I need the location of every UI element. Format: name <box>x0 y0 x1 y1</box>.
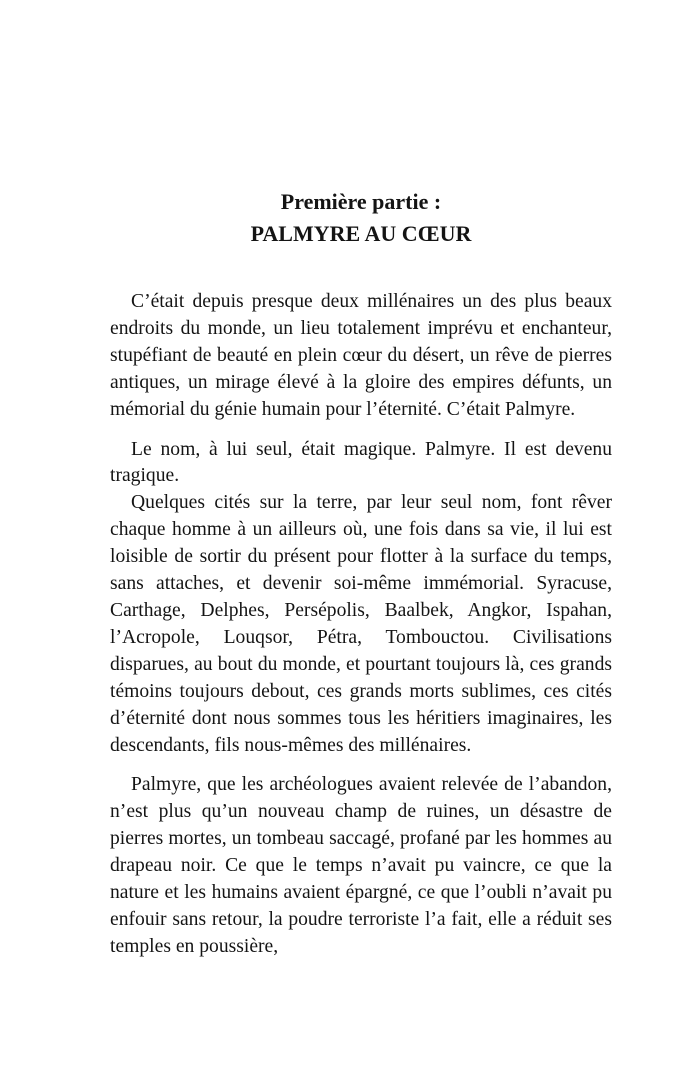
paragraph-2: Le nom, à lui seul, était magique. Palmyre. Il est devenu tragique. <box>110 438 612 487</box>
paragraph-1: C’était depuis presque deux millénaires un des plus beaux endroits du monde, un lieu totalement imprévu et enchanteur, stupéfiant de beauté en plein cœur du désert, un rêve de pierres antiques, un mirage élevé à la gloire des empires défunts, un mémorial du génie humain pour l’éternité. C’était Palmyre. <box>110 291 612 420</box>
part-title: PALMYRE AU CŒUR <box>250 221 472 246</box>
paragraph-3: Quelques cités sur la terre, par leur seul nom, font rêver chaque homme à un ailleurs où, une fois dans sa vie, il lui est loisible de sortir du présent pour flotter à la surface du temps, sans attaches, et devenir soi-même immémorial. Syracuse, Carthage, Delphes, Persépolis, Baalbek, Angkor, Ispahan, l’Acropole, Louqsor, Pétra, Tombouctou. Civilisations disparues, au bout du monde, et pourtant toujours là, ces grands témoins toujours debout, ces grands morts sublimes, ces cités d’éternité dont nous sommes tous les héritiers imaginaires, les descendants, fils nous-mêmes des millénaires. <box>110 492 612 756</box>
part-heading <box>110 186 612 250</box>
part-label: Première partie : <box>280 189 442 214</box>
book-page <box>110 0 612 1080</box>
paragraph-4: Palmyre, que les archéologues avaient relevée de l’abandon, n’est plus qu’un nouveau champ de ruines, un désastre de pierres mortes, un tombeau saccagé, profané par les hommes au drapeau noir. Ce que le temps n’avait pu vaincre, ce que la nature et les humains avaient épargné, ce que l’oubli n’avait pu enfouir sans retour, la poudre terroriste l’a fait, elle a réduit ses temples en poussière, <box>110 774 612 957</box>
body-text <box>110 289 612 961</box>
